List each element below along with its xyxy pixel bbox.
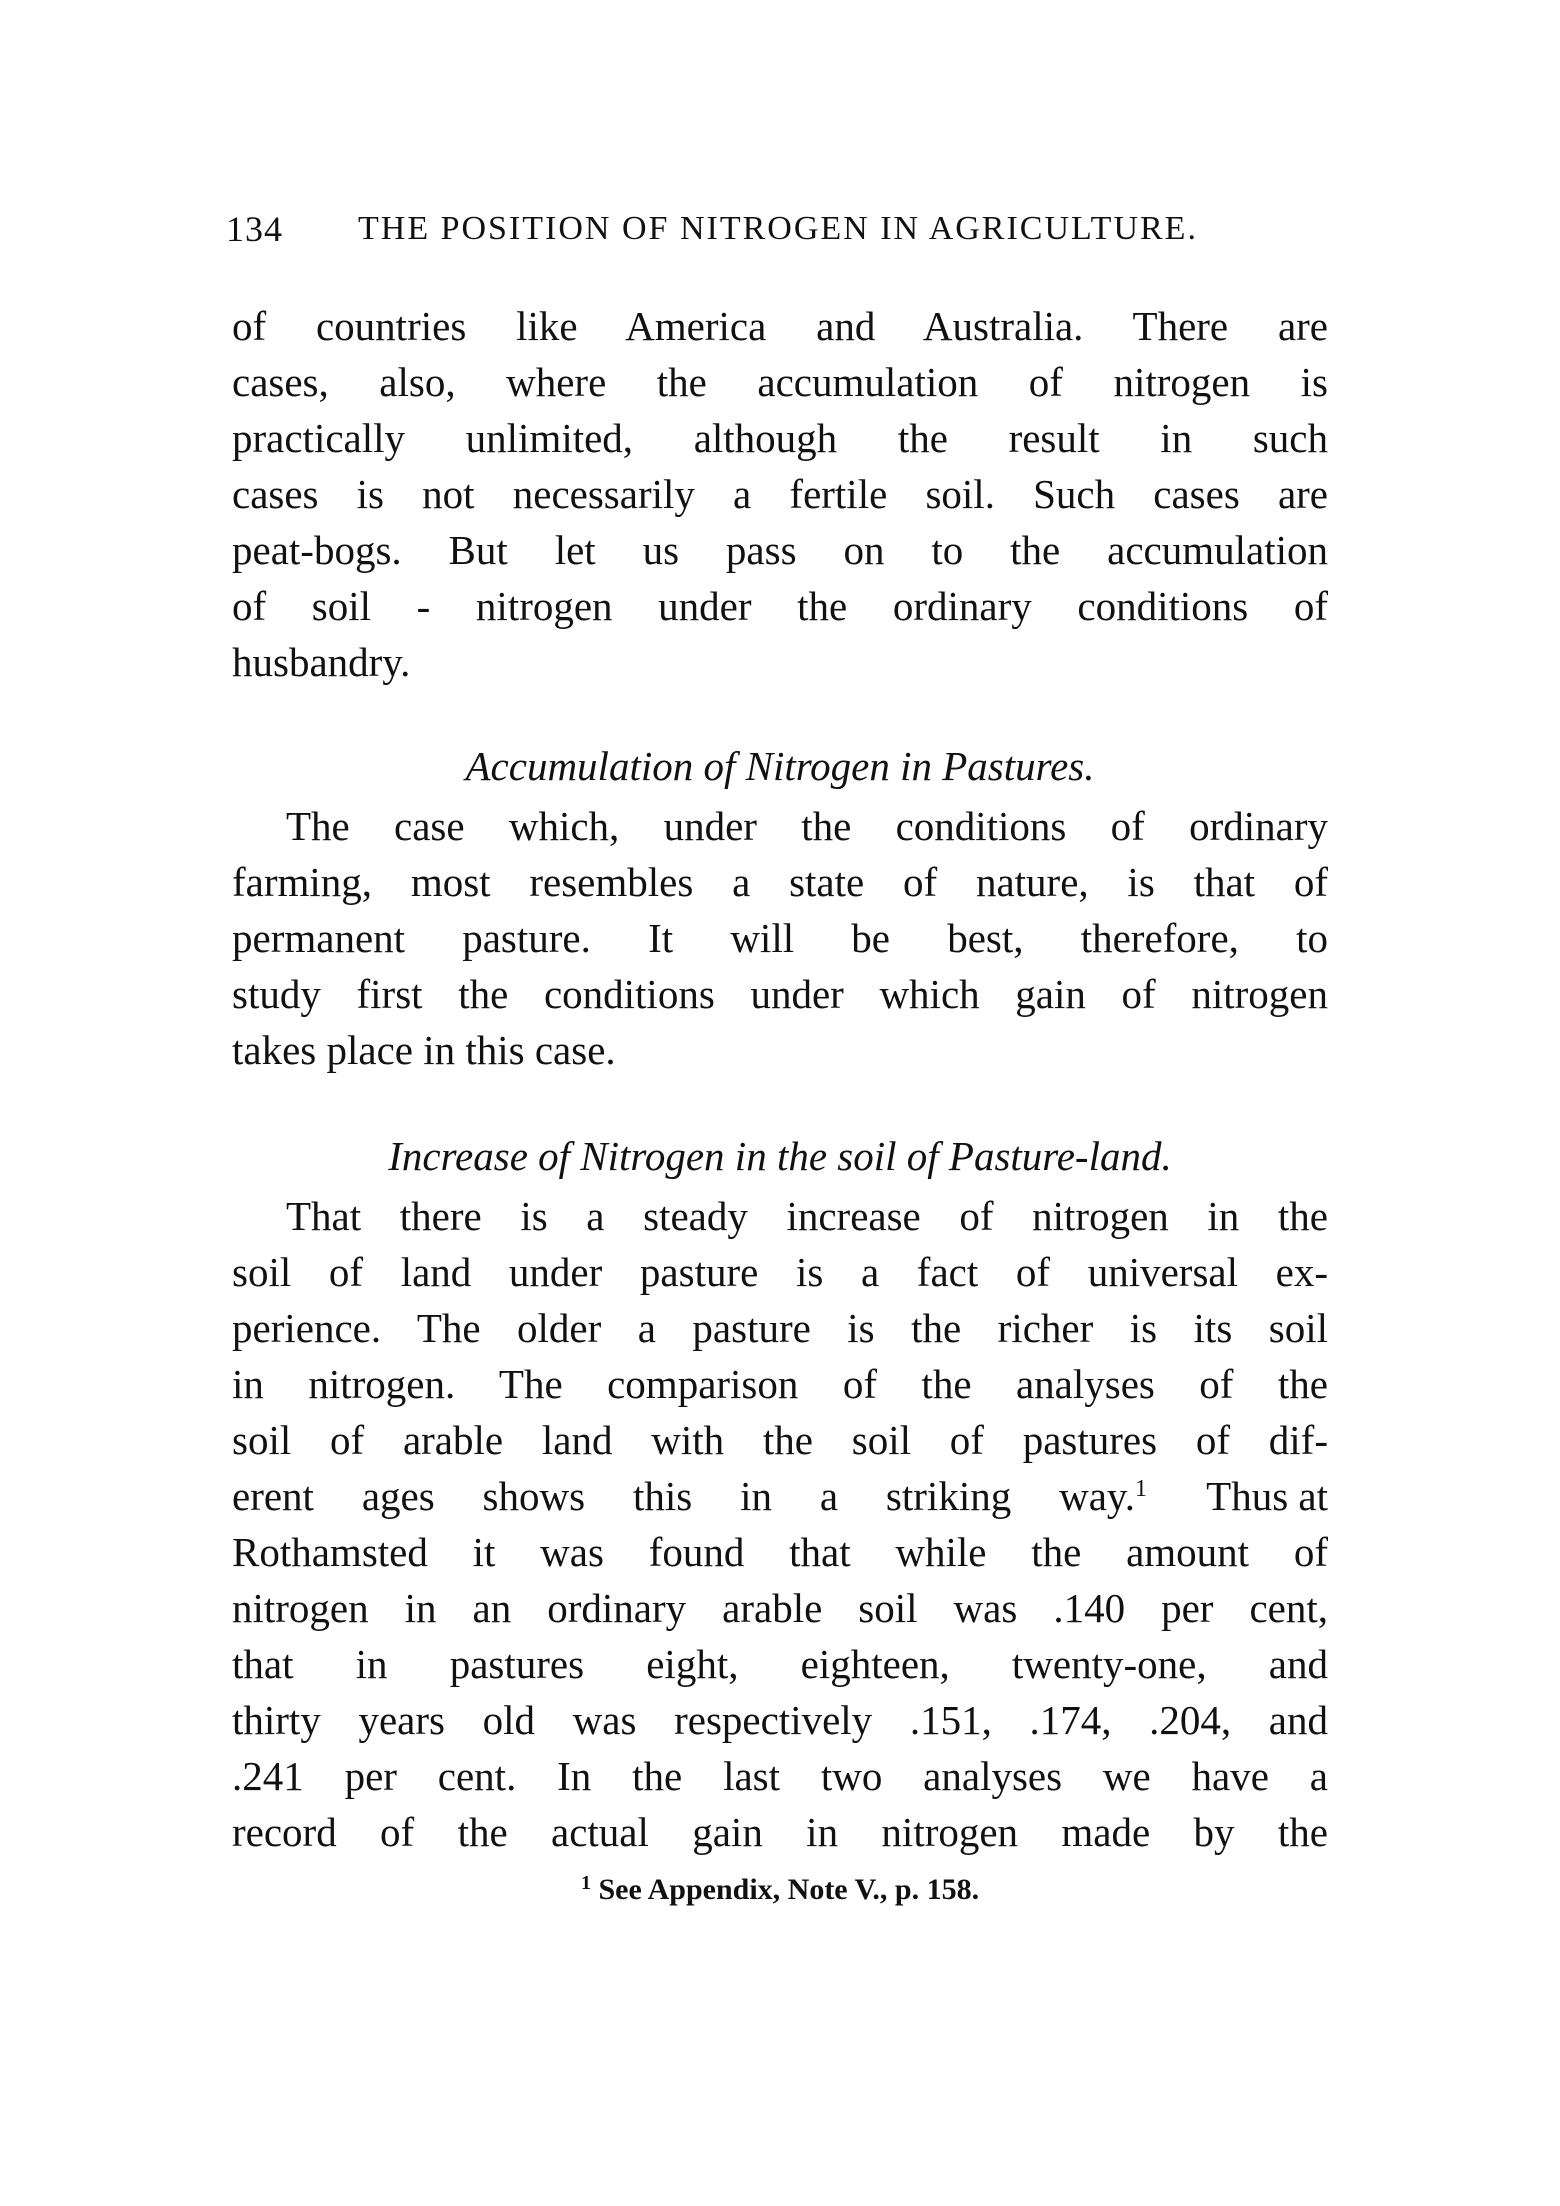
- page-number: 134: [226, 209, 283, 249]
- section-heading: Accumulation of Nitrogen in Pastures.: [465, 743, 1095, 789]
- text-line: record of the actual gain in nitrogen made by the: [232, 1809, 1328, 1855]
- text-line: permanent pasture. It will be best, therefore, to: [232, 915, 1328, 961]
- text-line: farming, most resembles a state of nature, is that of: [232, 859, 1328, 905]
- text-line: cases, also, where the accumulation of nitrogen is: [232, 359, 1328, 405]
- footnote-mark: 1: [580, 1872, 591, 1894]
- text-line: of soil - nitrogen under the ordinary conditions of: [232, 583, 1328, 629]
- text-line: nitrogen in an ordinary arable soil was .140 per cent,: [232, 1585, 1328, 1631]
- text-line-part: erent ages shows this in a striking way.: [232, 1473, 1135, 1519]
- running-title: THE POSITION OF NITROGEN IN AGRICULTURE.: [358, 210, 1198, 247]
- footnote: [232, 1868, 1328, 1912]
- footnote-reference: 1: [1135, 1476, 1147, 1502]
- text-line: [232, 1468, 1328, 1524]
- section-heading: Increase of Nitrogen in the soil of Pasture-land.: [388, 1133, 1172, 1179]
- text-line: .241 per cent. In the last two analyses we have a: [232, 1753, 1328, 1799]
- text-line: husbandry.: [232, 639, 411, 685]
- footnote-text: See Appendix, Note V., p. 158.: [598, 1873, 980, 1906]
- text-line: peat-bogs. But let us pass on to the accumulation: [232, 527, 1328, 573]
- text-line: cases is not necessarily a fertile soil. Such cases are: [232, 471, 1328, 517]
- text-line: That there is a steady increase of nitrogen in the: [286, 1193, 1328, 1239]
- text-line: of countries like America and Australia. There are: [232, 303, 1328, 349]
- running-head: [226, 203, 1334, 255]
- text-line: The case which, under the conditions of ordinary: [286, 803, 1328, 849]
- text-line-part: Thus at: [1206, 1473, 1328, 1519]
- text-line: soil of land under pasture is a fact of universal ex-: [232, 1249, 1328, 1295]
- text-line: thirty years old was respectively .151, .174, .204, and: [232, 1697, 1328, 1743]
- text-line: soil of arable land with the soil of pastures of dif-: [232, 1417, 1328, 1463]
- text-line: Rothamsted it was found that while the amount of: [232, 1529, 1328, 1575]
- text-line: study first the conditions under which gain of nitrogen: [232, 971, 1328, 1017]
- text-line: that in pastures eight, eighteen, twenty-one, and: [232, 1641, 1328, 1687]
- text-line: takes place in this case.: [232, 1027, 616, 1073]
- text-line: practically unlimited, although the result in such: [232, 415, 1328, 461]
- text-line: in nitrogen. The comparison of the analyses of the: [232, 1361, 1328, 1407]
- text-line: perience. The older a pasture is the richer is its soil: [232, 1305, 1328, 1351]
